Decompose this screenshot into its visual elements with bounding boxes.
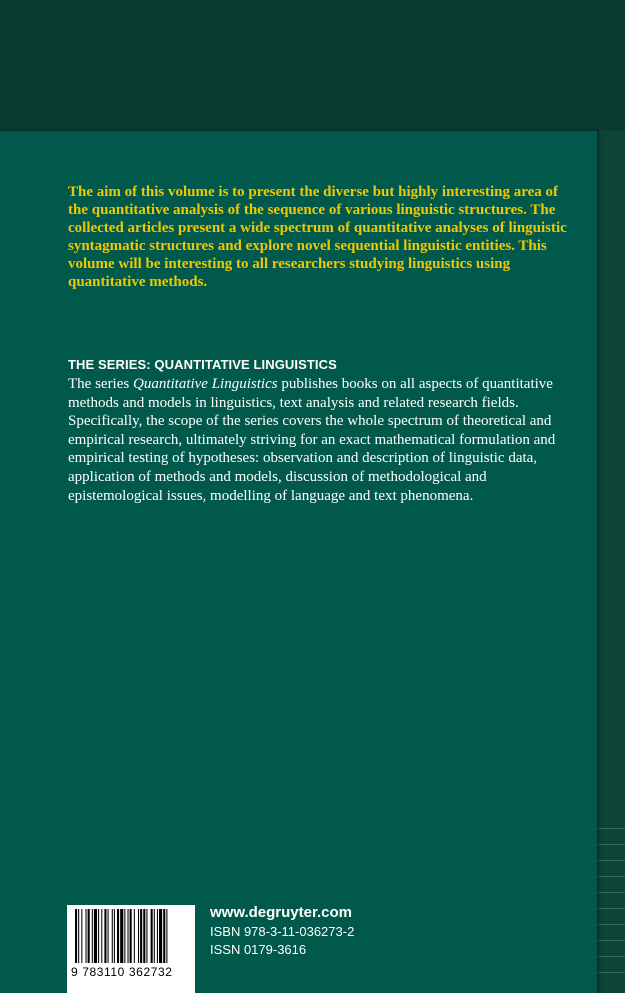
barcode-bar [101, 909, 102, 963]
barcode-bar [114, 909, 115, 963]
spine-line [597, 844, 625, 845]
barcode-bar [157, 909, 158, 963]
series-title: Quantitative Linguistics [132, 376, 278, 392]
spine-line [597, 876, 625, 877]
barcode-bar [130, 909, 132, 963]
publisher-website[interactable]: www.degruyter.com [210, 904, 352, 921]
spine-line [597, 892, 625, 893]
spine-line [597, 956, 625, 957]
spine-line [597, 972, 625, 973]
barcode-digits: 9 783110 362732 [71, 965, 173, 979]
barcode-bar [124, 909, 125, 963]
barcode-bar [120, 909, 123, 963]
barcode-bar [140, 909, 142, 963]
barcode-bar [146, 909, 147, 963]
spine-line [597, 828, 625, 829]
barcode-bar [134, 909, 135, 963]
barcode-bar [143, 909, 145, 963]
book-blurb: The aim of this volume is to present the diverse but highly interesting area of the quantitative analysis of the sequence of various linguistic structures. The collected articles present a wide spectrum of quantitative analyses of linguistic syntagmatic structures and explore novel sequential linguistic entities. This volume will be interesting to all researchers studying linguistics using quantitative methods. [68, 184, 567, 290]
spine-line [597, 940, 625, 941]
barcode-bar [75, 909, 77, 963]
top-dark-band [0, 0, 625, 131]
barcode-bars [73, 909, 189, 965]
barcode-bar [138, 909, 139, 963]
isbn: ISBN 978-3-11-036273-2 [210, 924, 355, 939]
series-heading: THE SERIES: QUANTITATIVE LINGUISTICS [68, 357, 337, 372]
spine-line [597, 908, 625, 909]
barcode-bar [163, 909, 165, 963]
barcode-bar [94, 909, 97, 963]
barcode-bar [112, 909, 113, 963]
barcode-bar [159, 909, 162, 963]
barcode-bar [117, 909, 119, 963]
publisher-info [210, 903, 354, 959]
barcode-bar [88, 909, 90, 963]
barcode-bar [78, 909, 79, 963]
series-description [68, 375, 568, 505]
issn: ISSN 0179-3616 [210, 942, 307, 957]
barcode-bar [166, 909, 167, 963]
barcode-bar [128, 909, 129, 963]
back-cover-panel [0, 131, 597, 993]
barcode-bar [92, 909, 93, 963]
barcode [67, 905, 195, 993]
barcode-bar [104, 909, 106, 963]
barcode-bar [86, 909, 87, 963]
spine-line [597, 924, 625, 925]
barcode-bar [108, 909, 109, 963]
series-text-lead: The series [68, 376, 133, 392]
spine-line [597, 860, 625, 861]
spine-strip [597, 131, 625, 993]
series-text-rest: publishes books on all aspects of quantitative methods and models in linguistics, text analysis and related research fields. Specifically, the scope of the series covers the whole spectrum of theoretical and empirical research, ultimately striving for an exact mathematical formulation and empirical testing of hypotheses: observation and description of linguistic data, application of methods and models, discussion of methodological and epistemological issues, modelling of language and text phenomena. [68, 376, 556, 504]
barcode-bar [81, 909, 82, 963]
barcode-bar [154, 909, 155, 963]
barcode-bar [98, 909, 99, 963]
barcode-bar [151, 909, 153, 963]
